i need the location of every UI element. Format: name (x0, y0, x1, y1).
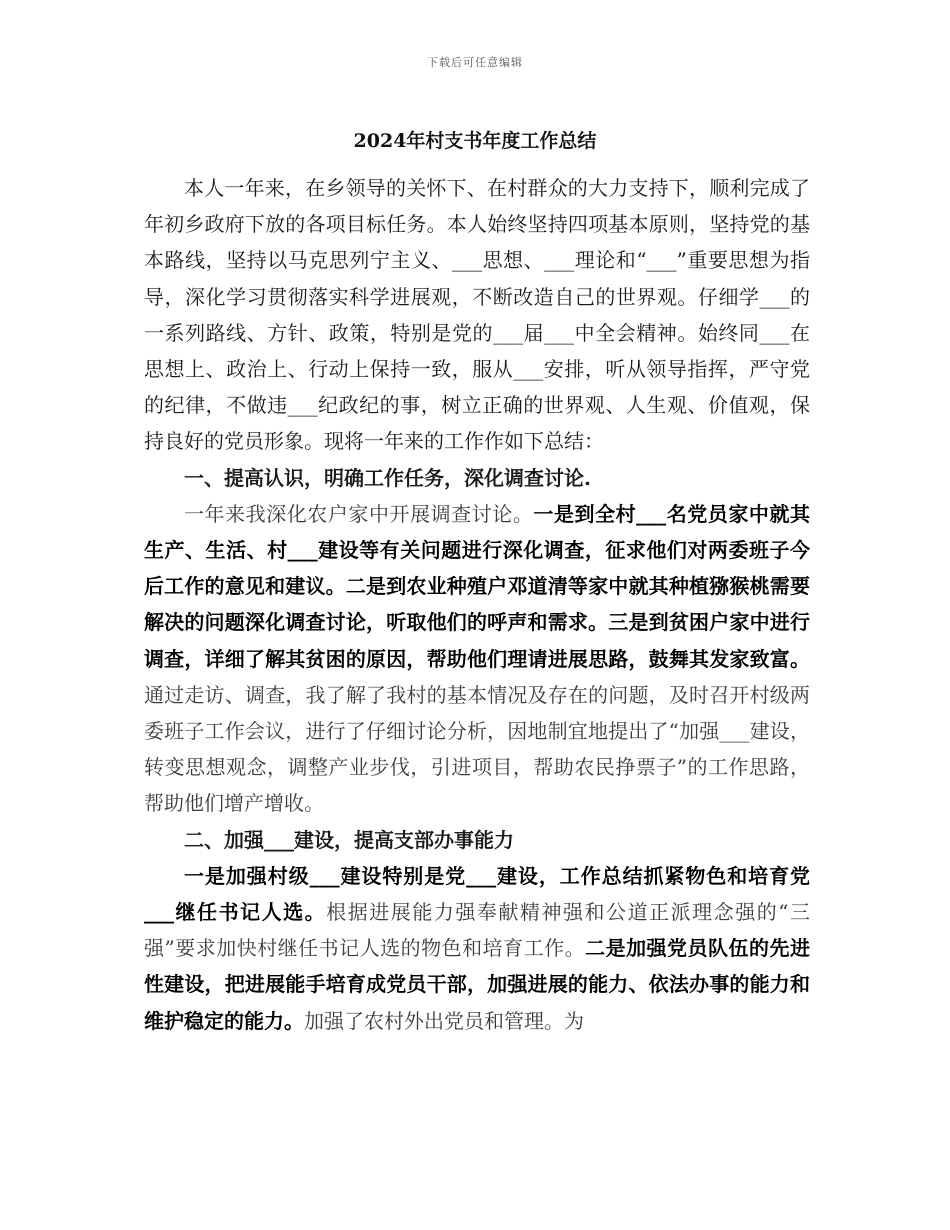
section-2-point-2-detail: 加强了农村外出党员和管理。为 (304, 1008, 584, 1033)
section-2-point-1-detail: 根据进展能力强奉献精神强和公道正派理念强的“三强”要求加快村继任书记人选的物色和培育工作。 (144, 900, 811, 961)
document-title: 2024年村支书年度工作总结 (353, 130, 597, 152)
section-1-result-text: 通过走访、调查，我了解了我村的基本情况及存在的问题，及时召开村级两委班子工作会议，进行了仔细讨论分析，因地制宜地提出了“加强___建设，转变思想观念，调整产业步伐，引进项目，帮助农民挣票子”的工作思路，帮助他们增产增收。 (144, 682, 810, 816)
section-2-paragraph (144, 858, 810, 1039)
intro-paragraph (144, 170, 810, 460)
page-header-note: 下载后可任意编辑 (427, 56, 523, 69)
section-heading-2 (144, 822, 810, 858)
section-2-point-2: 二是加强党员队伍的先进性建设，把进展能手培育成党员干部，加强进展的能力、依法办事的能力和维护稳定的能力。 (144, 936, 811, 1033)
section-1-intro-text: 一年来我深化农户家中开展调查讨论。 (184, 501, 534, 526)
section-1-paragraph (144, 496, 810, 822)
section-2-point-1: 一是加强村级___建设特别是党___建设，工作总结抓紧物色和培育党___继任书记人选。 (144, 863, 810, 925)
intro-text: 本人一年来，在乡领导的关怀下、在村群众的大力支持下，顺利完成了年初乡政府下放的各项目标任务。本人始终坚持四项基本原则，坚持党的基本路线，坚持以马克思列宁主义、___思想、___理论和“___”重要思想为指导，深化学习贯彻落实科学进展观，不断改造自己的世界观。仔细学___的一系列路线、方针、政策，特别是党的___届___中全会精神。始终同___在思想上、政治上、行动上保持一致，服从___安排，听从领导指挥，严守党的纪律，不做违___纪政纪的事，树立正确的世界观、人生观、价值观，保持良好的党员形象。现将一年来的工作作如下总结： (144, 176, 810, 454)
section-heading-1 (144, 460, 810, 496)
document-body (144, 170, 810, 1039)
section-heading-2-text: 二、加强___建设，提高支部办事能力 (184, 827, 514, 852)
section-heading-1-text: 一、提高认识，明确工作任务，深化调查讨论. (184, 465, 591, 490)
section-1-key-points: 一是到全村___名党员家中就其生产、生活、村___建设等有关问题进行深化调查，征求他们对两委班子今后工作的意见和建议。二是到农业种殖户邓道清等家中就其种植猕猴桃需要解决的问题深化调查讨论，听取他们的呼声和需求。三是到贫困户家中进行调查，详细了解其贫困的原因，帮助他们理请进展思路，鼓舞其发家致富。 (144, 501, 811, 671)
